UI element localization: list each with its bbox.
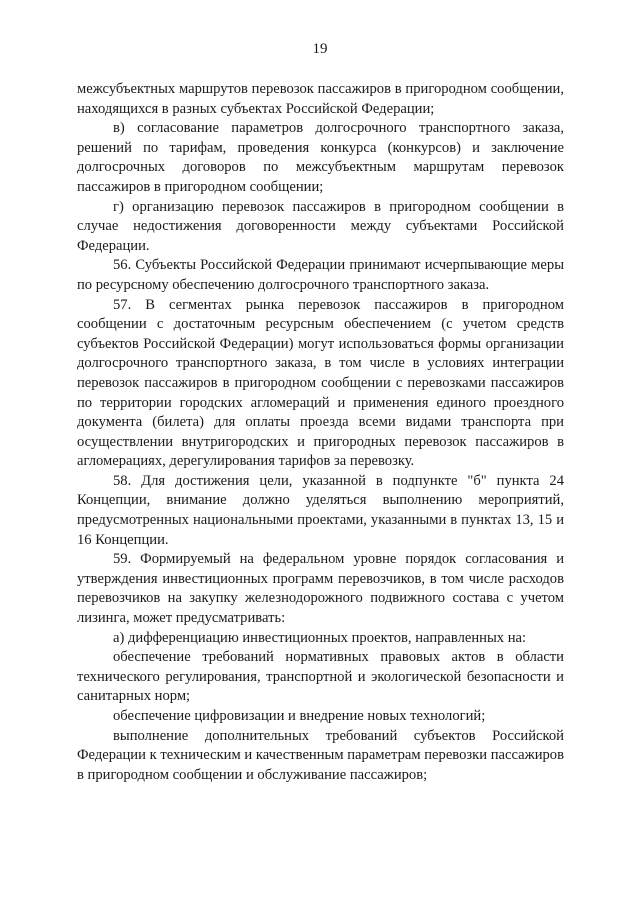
paragraph-56: 56. Субъекты Российской Федерации принимают исчерпывающие меры по ресурсному обеспечению долгосрочного транспортного заказа. (77, 257, 564, 293)
paragraph-subitem-regulation: обеспечение требований нормативных правовых актов в области технического регулирования, транспортной и экологической безопасности и санитарных норм; (77, 649, 564, 705)
paragraph-item-a: а) дифференциацию инвестиционных проектов, направленных на: (113, 629, 527, 646)
page-number: 19 (312, 41, 328, 57)
paragraph-item-g: г) организацию перевозок пассажиров в пригородном сообщении в случае недостижения договоренности между субъектами Российской Федерации. (77, 198, 564, 254)
paragraph-item-v: в) согласование параметров долгосрочного транспортного заказа, решений по тарифам, проведения конкурса (конкурсов) и заключение долгосрочных договоров по межсубъектным маршрутам перевозок пассажиров в пригородном сообщении; (77, 120, 564, 195)
paragraph-58: 58. Для достижения цели, указанной в подпункте "б" пункта 24 Концепции, внимание должно уделяться выполнению мероприятий, предусмотренных национальными проектами, указанными в пунктах 13, 15 и 16 Концепции. (77, 472, 564, 548)
paragraph-subitem-requirements: выполнение дополнительных требований субъектов Российской Федерации к техническим и качественным параметрам перевозки пассажиров в пригородном сообщении и обслуживание пассажиров; (77, 727, 564, 783)
paragraph-59: 59. Формируемый на федеральном уровне порядок согласования и утверждения инвестиционных программ перевозчиков, в том числе расходов перевозчиков на закупку железнодорожного подвижного состава с учетом лизинга, может предусматривать: (77, 551, 564, 627)
document-body (77, 80, 564, 785)
paragraph-continuation: межсубъектных маршрутов перевозок пассажиров в пригородном сообщении, находящихся в разных субъектах Российской Федерации; (77, 81, 564, 117)
paragraph-subitem-digitalization: обеспечение цифровизации и внедрение новых технологий; (113, 708, 486, 724)
paragraph-57: 57. В сегментах рынка перевозок пассажиров в пригородном сообщении с достаточным ресурсным обеспечением (с учетом средств субъектов Российской Федерации) могут использоваться формы организации долгосрочного транспортного заказа, в том числе в условиях интеграции перевозок пассажиров в пригородном сообщении с перевозками пассажиров по территории городских агломераций и применения единого проездного документа (билета) для оплаты проезда всеми видами транспорта при осуществлении внутригородских и пригородных перевозок пассажиров в агломерациях, дерегулирования тарифов за перевозку. (77, 296, 564, 470)
